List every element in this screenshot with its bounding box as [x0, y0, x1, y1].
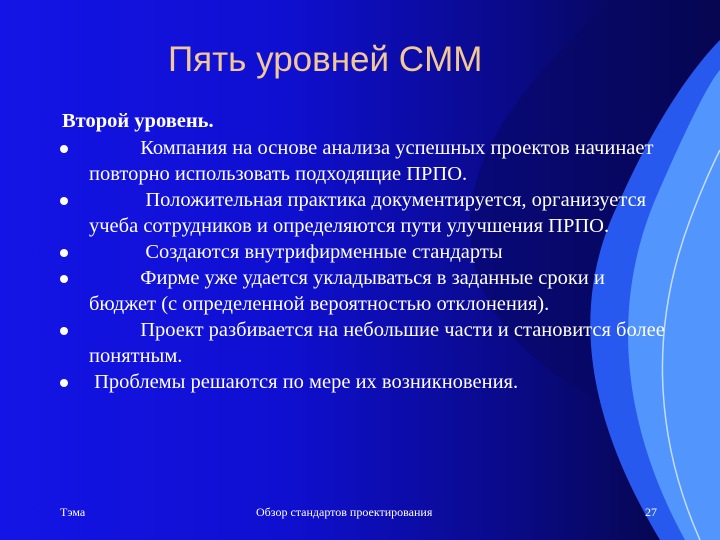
slide-title: Пять уровней CMM — [168, 40, 483, 79]
subheading: Второй уровень. — [62, 110, 214, 132]
bullet-indent — [89, 241, 145, 263]
footer-left-text: Тэма — [60, 505, 86, 519]
bullet-indent — [89, 267, 140, 289]
bullet-item — [60, 265, 670, 317]
bullet-dot-icon — [60, 379, 68, 387]
bullet-text: Компания на основе анализа успешных проектов начинает повторно использовать подходящие ПРПО. — [89, 137, 654, 185]
bullet-dot-icon — [60, 197, 68, 205]
footer-title: Обзор стандартов проектирования — [256, 505, 433, 519]
bullet-indent — [89, 189, 145, 211]
slide-body — [60, 108, 670, 395]
bullet-text: Проблемы решаются по мере их возникновения. — [94, 371, 519, 393]
bullet-dot-icon — [60, 249, 68, 257]
bullet-dot-icon — [60, 327, 68, 335]
bullet-indent — [89, 137, 140, 159]
bullet-item — [60, 135, 670, 187]
bullet-text: Фирме уже удается укладываться в заданные сроки и бюджет (с определенной вероятностью отклонения). — [89, 267, 605, 315]
bullet-text: Создаются внутрифирменные стандарты — [145, 241, 503, 263]
bullet-dot-icon — [60, 145, 68, 153]
bullet-list — [60, 135, 670, 395]
bullet-text: Положительная практика документируется, организуется учеба сотрудников и определяются пути улучшения ПРПО. — [89, 189, 647, 237]
page-number: 27 — [645, 505, 657, 519]
bullet-item — [60, 317, 670, 369]
bullet-item — [60, 187, 670, 239]
bullet-dot-icon — [60, 275, 68, 283]
bullet-indent — [89, 319, 140, 341]
bullet-item — [60, 369, 670, 395]
bullet-text: Проект разбивается на небольшие части и становится более понятным. — [89, 319, 665, 367]
bullet-item — [60, 239, 670, 265]
